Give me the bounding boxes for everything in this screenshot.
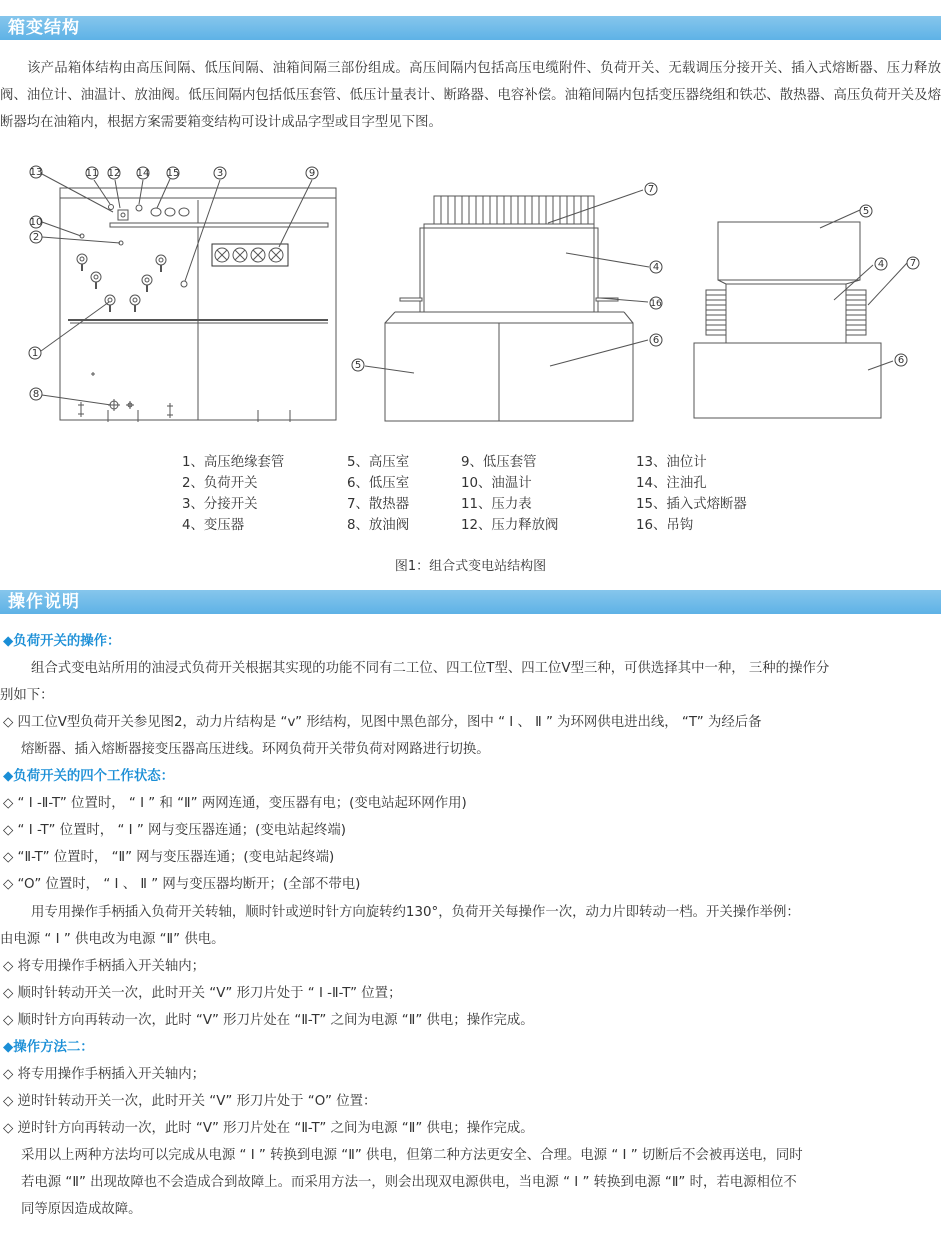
right-radiator-left bbox=[706, 290, 726, 335]
callout-label: 13 bbox=[29, 167, 43, 178]
drain-valve bbox=[78, 372, 173, 418]
legend-item: 7、散热器 bbox=[347, 497, 410, 512]
callout-6-mid bbox=[650, 334, 662, 346]
paragraph-line: 熔断器、插入熔断器接变压器高压进线。环网负荷开关带负荷对网路进行切换。 bbox=[21, 742, 490, 757]
callout-label: 5 bbox=[354, 360, 362, 371]
paragraph-line: 由电源 “ Ⅰ ” 供电改为电源 “Ⅱ” 供电。 bbox=[0, 932, 225, 947]
callout-label: 11 bbox=[85, 168, 99, 179]
callout-label: 10 bbox=[29, 217, 43, 228]
step-item: ◇ 将专用操作手柄插入开关轴内； bbox=[3, 959, 206, 974]
callout-label: 3 bbox=[216, 168, 224, 179]
callout-label: 4 bbox=[877, 259, 885, 270]
section-header-structure bbox=[0, 16, 941, 40]
legend-item: 5、高压室 bbox=[347, 455, 410, 470]
subheading-method-two: ◆操作方法二： bbox=[3, 1040, 94, 1055]
conclusion-line: 若电源 “Ⅱ” 出现故障也不会造成合到故障上。而采用方法一，则会出现双电源供电，当电源 “ Ⅰ ” 转换到电源 “Ⅱ” 时，若电源相位不 bbox=[21, 1175, 797, 1190]
section-title: 箱变结构 bbox=[8, 18, 80, 38]
step-item: ◇ 顺时针转动开关一次，此时开关 “V” 形刀片处于 “ Ⅰ -Ⅱ-T” 位置； bbox=[3, 986, 402, 1001]
callout-label: 4 bbox=[652, 262, 660, 273]
callout-label: 14 bbox=[136, 168, 150, 179]
section-title: 操作说明 bbox=[8, 592, 80, 612]
legend-item: 8、放油阀 bbox=[347, 518, 410, 533]
legend-item: 3、分接开关 bbox=[182, 497, 258, 512]
callout-label: 1 bbox=[31, 348, 39, 359]
legend-item: 13、油位计 bbox=[636, 455, 707, 470]
callout-label: 5 bbox=[862, 206, 870, 217]
section-header-operation bbox=[0, 590, 941, 614]
legend-item: 4、变压器 bbox=[182, 518, 245, 533]
right-unit bbox=[694, 222, 881, 418]
legend-item: 1、高压绝缘套管 bbox=[182, 455, 285, 470]
callout-14 bbox=[137, 167, 150, 179]
callout-label: 12 bbox=[107, 168, 121, 179]
legend-item: 16、吊钩 bbox=[636, 518, 694, 533]
step-item: ◇ 顺时针方向再转动一次，此时 “V” 形刀片处在 “Ⅱ-T” 之间为电源 “Ⅱ” 供电；操作完成。 bbox=[3, 1013, 534, 1028]
callout-12 bbox=[108, 167, 121, 179]
figure-caption: 图1：组合式变电站结构图 bbox=[394, 559, 547, 574]
state-item: ◇ “ Ⅰ -T” 位置时， “ Ⅰ ” 网与变压器连通；(变电站起终端) bbox=[3, 823, 346, 838]
callout-label: 8 bbox=[32, 389, 40, 400]
callout-7 bbox=[645, 183, 657, 195]
legend-item: 12、压力释放阀 bbox=[461, 518, 559, 533]
structure-diagram bbox=[0, 160, 941, 450]
step-item: ◇ 逆时针转动开关一次，此时开关 “V” 形刀片处于 “O” 位置： bbox=[3, 1094, 377, 1109]
subheading-load-switch: ◆负荷开关的操作： bbox=[3, 634, 121, 649]
callout-1 bbox=[29, 347, 41, 359]
callout-11 bbox=[86, 167, 99, 179]
lv-bushings bbox=[212, 244, 288, 266]
state-item: ◇ “O” 位置时， “ Ⅰ 、 Ⅱ ” 网与变压器均断开；(全部不带电) bbox=[3, 877, 361, 892]
callout-label: 16 bbox=[650, 299, 662, 309]
callout-label: 9 bbox=[308, 168, 316, 179]
conclusion-line: 采用以上两种方法均可以完成从电源 “ Ⅰ ” 转换到电源 “Ⅱ” 供电，但第二种方法更安全、合理。电源 “ Ⅰ ” 切断后不会被再送电，同时 bbox=[21, 1148, 803, 1163]
conclusion-line: 同等原因造成故障。 bbox=[21, 1202, 142, 1217]
callout-9 bbox=[306, 167, 318, 179]
legend-item: 10、油温计 bbox=[461, 476, 532, 491]
callout-label: 6 bbox=[897, 355, 905, 366]
intro-paragraph: 该产品箱体结构由高压间隔、低压间隔、油箱间隔三部份组成。高压间隔内包括高压电缆附件、负荷开关、无载调压分接开关、插入式熔断器、压力释放阀、油位计、油温计、放油阀。低压间隔内包括低压套管、低压计量表计、断路器、电容补偿。油箱间隔内包括变压器绕组和铁芯、散热器、高压负荷开关及熔断器均在油箱内，根据方案需要箱变结构可设计成品字型或目字型见下图。 bbox=[0, 61, 941, 130]
callout-13 bbox=[30, 166, 43, 178]
callouts bbox=[29, 166, 919, 400]
legend-item: 14、注油孔 bbox=[636, 476, 707, 491]
paragraph-line: 用专用操作手柄插入负荷开关转轴，顺时针或逆时针方向旋转约130°，负荷开关每操作一次，动力片即转动一档。开关操作举例： bbox=[31, 905, 800, 920]
legend-item: 9、低压套管 bbox=[461, 455, 537, 470]
callout-label: 2 bbox=[32, 232, 40, 243]
callout-label: 7 bbox=[909, 258, 917, 269]
callout-16 bbox=[650, 297, 662, 309]
callout-label: 7 bbox=[647, 184, 655, 195]
state-item: ◇ “Ⅱ-T” 位置时， “Ⅱ” 网与变压器连通；(变电站起终端) bbox=[3, 850, 335, 865]
legend-item: 15、插入式熔断器 bbox=[636, 497, 747, 512]
callout-3 bbox=[214, 167, 226, 179]
callout-10 bbox=[30, 216, 43, 228]
callout-label: 6 bbox=[652, 335, 660, 346]
legend-item: 6、低压室 bbox=[347, 476, 410, 491]
callout-6-right bbox=[895, 354, 907, 366]
radiator-fins bbox=[434, 196, 594, 224]
callout-15 bbox=[167, 167, 180, 179]
hv-bushings bbox=[77, 254, 166, 312]
paragraph-line: 别如下： bbox=[0, 688, 54, 703]
paragraph-line: 组合式变电站所用的油浸式负荷开关根据其实现的功能不同有二工位、四工位T型、四工位V型三种，可供选择其中一种， 三种的操作分 bbox=[31, 661, 830, 676]
callout-5-mid bbox=[352, 359, 364, 371]
callout-label: 15 bbox=[166, 168, 180, 179]
step-item: ◇ 逆时针方向再转动一次，此时 “V” 形刀片处在 “Ⅱ-T” 之间为电源 “Ⅱ” 供电；操作完成。 bbox=[3, 1121, 534, 1136]
callout-4 bbox=[650, 261, 662, 273]
callout-5-right bbox=[860, 205, 872, 217]
step-item: ◇ 将专用操作手柄插入开关轴内； bbox=[3, 1067, 206, 1082]
callout-7-right bbox=[907, 257, 919, 269]
paragraph-line: ◇ 四工位V型负荷开关参见图2，动力片结构是 “v” 形结构，见图中黑色部分，图中 “ Ⅰ 、 Ⅱ ” 为环网供电进出线， “T” 为经后备 bbox=[3, 715, 762, 730]
legend-item: 11、压力表 bbox=[461, 497, 532, 512]
subheading-four-states: ◆负荷开关的四个工作状态： bbox=[3, 769, 174, 784]
callout-4-right bbox=[875, 258, 887, 270]
callout-8 bbox=[30, 388, 42, 400]
right-radiator-right bbox=[846, 290, 866, 335]
legend-item: 2、负荷开关 bbox=[182, 476, 258, 491]
middle-unit bbox=[385, 196, 633, 421]
callout-2 bbox=[30, 231, 42, 243]
state-item: ◇ “ Ⅰ -Ⅱ-T” 位置时， “ Ⅰ ” 和 “Ⅱ” 两网连通，变压器有电；(变电站起环网作用) bbox=[3, 796, 467, 811]
